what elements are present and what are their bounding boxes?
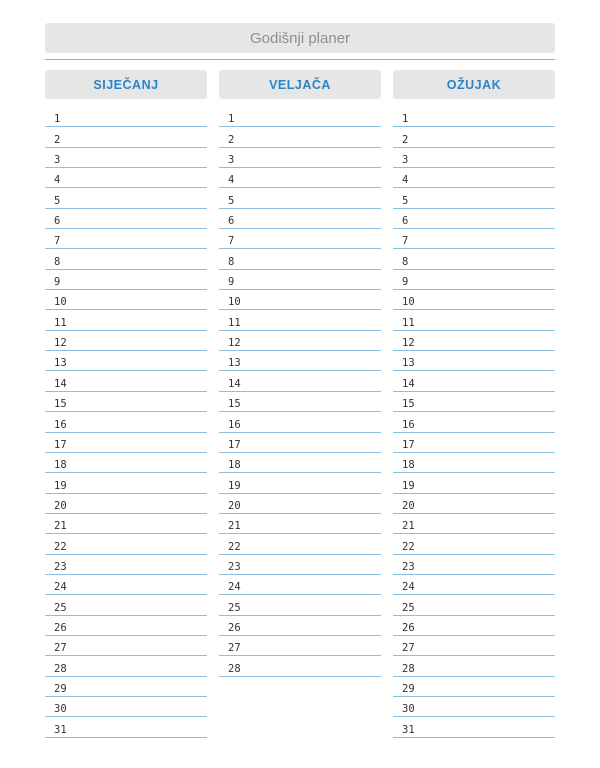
- day-number: 21: [402, 520, 415, 533]
- day-row[interactable]: [393, 677, 555, 697]
- day-row[interactable]: [393, 148, 555, 168]
- day-number: 9: [54, 276, 61, 289]
- day-row[interactable]: [45, 148, 207, 168]
- day-row[interactable]: [219, 534, 381, 554]
- day-row[interactable]: [219, 433, 381, 453]
- day-row[interactable]: [219, 331, 381, 351]
- day-row[interactable]: [45, 656, 207, 676]
- day-number: 16: [402, 418, 415, 431]
- day-row[interactable]: [393, 371, 555, 391]
- day-row[interactable]: [45, 351, 207, 371]
- day-number: 22: [54, 540, 67, 553]
- day-row[interactable]: [393, 188, 555, 208]
- day-number: 11: [228, 316, 241, 329]
- day-number: 15: [54, 398, 67, 411]
- day-row[interactable]: [45, 717, 207, 737]
- day-number: 23: [402, 560, 415, 573]
- day-number: 23: [54, 560, 67, 573]
- day-number: 7: [402, 235, 409, 248]
- day-number: 16: [228, 418, 241, 431]
- day-number: 12: [54, 337, 67, 350]
- day-number: 2: [228, 133, 235, 146]
- day-row[interactable]: [219, 616, 381, 636]
- day-row[interactable]: [219, 636, 381, 656]
- day-row[interactable]: [219, 453, 381, 473]
- day-number: 21: [54, 520, 67, 533]
- day-number: 19: [54, 479, 67, 492]
- day-list: [393, 107, 555, 738]
- day-row[interactable]: [393, 290, 555, 310]
- day-number: 13: [54, 357, 67, 370]
- day-row[interactable]: [393, 310, 555, 330]
- day-number: 28: [228, 662, 241, 675]
- day-row[interactable]: [45, 392, 207, 412]
- day-row[interactable]: [393, 412, 555, 432]
- day-row[interactable]: [393, 392, 555, 412]
- day-number: 17: [402, 438, 415, 451]
- day-row[interactable]: [45, 229, 207, 249]
- day-number: 5: [402, 194, 409, 207]
- day-row[interactable]: [393, 656, 555, 676]
- day-number: 2: [402, 133, 409, 146]
- day-number: 10: [54, 296, 67, 309]
- day-number: 8: [54, 255, 61, 268]
- day-number: 15: [228, 398, 241, 411]
- day-row[interactable]: [393, 433, 555, 453]
- day-row[interactable]: [45, 494, 207, 514]
- day-number: 17: [228, 438, 241, 451]
- day-number: 16: [54, 418, 67, 431]
- day-row[interactable]: [219, 188, 381, 208]
- day-row[interactable]: [45, 188, 207, 208]
- day-row[interactable]: [45, 107, 207, 127]
- day-row[interactable]: [393, 595, 555, 615]
- day-row[interactable]: [45, 127, 207, 147]
- day-row[interactable]: [45, 310, 207, 330]
- day-number: 26: [54, 621, 67, 634]
- day-number: 6: [228, 215, 235, 228]
- day-row[interactable]: [45, 209, 207, 229]
- day-row[interactable]: [219, 473, 381, 493]
- day-number: 14: [402, 377, 415, 390]
- day-number: 23: [228, 560, 241, 573]
- day-row[interactable]: [45, 555, 207, 575]
- day-number: 1: [54, 113, 61, 126]
- day-number: 28: [54, 662, 67, 675]
- day-row[interactable]: [219, 209, 381, 229]
- day-row[interactable]: [45, 575, 207, 595]
- day-number: 26: [228, 621, 241, 634]
- day-number: 6: [402, 215, 409, 228]
- day-row[interactable]: [219, 148, 381, 168]
- day-row[interactable]: [45, 168, 207, 188]
- day-row[interactable]: [393, 514, 555, 534]
- day-row[interactable]: [393, 270, 555, 290]
- day-row[interactable]: [219, 107, 381, 127]
- day-number: 4: [402, 174, 409, 187]
- day-number: 4: [54, 174, 61, 187]
- day-number: 3: [228, 154, 235, 167]
- day-row[interactable]: [219, 127, 381, 147]
- day-row[interactable]: [45, 514, 207, 534]
- day-number: 30: [402, 703, 415, 716]
- day-number: 22: [228, 540, 241, 553]
- day-row[interactable]: [219, 494, 381, 514]
- page-title: Godišnji planer: [45, 23, 555, 53]
- day-row[interactable]: [219, 575, 381, 595]
- day-number: 29: [54, 682, 67, 695]
- day-number: 1: [228, 113, 235, 126]
- day-list: [219, 107, 381, 677]
- day-row[interactable]: [393, 575, 555, 595]
- day-row[interactable]: [219, 555, 381, 575]
- day-row[interactable]: [393, 229, 555, 249]
- day-row[interactable]: [393, 209, 555, 229]
- day-number: 22: [402, 540, 415, 553]
- day-row[interactable]: [45, 371, 207, 391]
- day-number: 11: [54, 316, 67, 329]
- month-header: OŽUJAK: [393, 70, 555, 99]
- day-number: 5: [54, 194, 61, 207]
- day-number: 24: [54, 581, 67, 594]
- day-number: 3: [402, 154, 409, 167]
- day-row[interactable]: [219, 656, 381, 676]
- day-row[interactable]: [219, 310, 381, 330]
- day-number: 20: [402, 499, 415, 512]
- day-row[interactable]: [45, 249, 207, 269]
- day-number: 29: [402, 682, 415, 695]
- day-number: 28: [402, 662, 415, 675]
- day-row[interactable]: [45, 595, 207, 615]
- day-row[interactable]: [45, 677, 207, 697]
- day-row[interactable]: [393, 351, 555, 371]
- day-row[interactable]: [45, 697, 207, 717]
- day-row[interactable]: [45, 636, 207, 656]
- day-row[interactable]: [219, 371, 381, 391]
- day-number: 9: [402, 276, 409, 289]
- day-row[interactable]: [393, 331, 555, 351]
- day-row[interactable]: [219, 392, 381, 412]
- day-number: 7: [228, 235, 235, 248]
- month-column-3: [393, 70, 555, 738]
- day-number: 14: [228, 377, 241, 390]
- day-number: 31: [54, 723, 67, 736]
- day-number: 4: [228, 174, 235, 187]
- day-number: 1: [402, 113, 409, 126]
- day-row[interactable]: [45, 473, 207, 493]
- day-number: 2: [54, 133, 61, 146]
- day-row[interactable]: [393, 717, 555, 737]
- day-number: 13: [402, 357, 415, 370]
- day-row[interactable]: [45, 270, 207, 290]
- day-row[interactable]: [393, 107, 555, 127]
- day-row[interactable]: [393, 636, 555, 656]
- month-header: VELJAČA: [219, 70, 381, 99]
- day-number: 11: [402, 316, 415, 329]
- day-number: 5: [228, 194, 235, 207]
- day-row[interactable]: [393, 494, 555, 514]
- day-number: 12: [228, 337, 241, 350]
- day-number: 19: [402, 479, 415, 492]
- day-number: 19: [228, 479, 241, 492]
- day-number: 27: [54, 642, 67, 655]
- day-number: 8: [402, 255, 409, 268]
- day-number: 8: [228, 255, 235, 268]
- day-number: 10: [402, 296, 415, 309]
- day-row[interactable]: [45, 412, 207, 432]
- day-number: 18: [402, 459, 415, 472]
- day-row[interactable]: [393, 249, 555, 269]
- day-number: 24: [402, 581, 415, 594]
- day-row[interactable]: [219, 270, 381, 290]
- month-column-1: [45, 70, 207, 738]
- day-row[interactable]: [45, 453, 207, 473]
- day-number: 12: [402, 337, 415, 350]
- day-row[interactable]: [219, 514, 381, 534]
- day-row[interactable]: [219, 290, 381, 310]
- day-number: 18: [228, 459, 241, 472]
- day-row[interactable]: [393, 473, 555, 493]
- day-row[interactable]: [219, 351, 381, 371]
- day-row[interactable]: [219, 595, 381, 615]
- day-number: 6: [54, 215, 61, 228]
- day-number: 10: [228, 296, 241, 309]
- day-number: 30: [54, 703, 67, 716]
- day-row[interactable]: [393, 534, 555, 554]
- day-number: 20: [228, 499, 241, 512]
- day-number: 17: [54, 438, 67, 451]
- day-row[interactable]: [393, 616, 555, 636]
- day-row[interactable]: [219, 249, 381, 269]
- day-number: 9: [228, 276, 235, 289]
- day-row[interactable]: [393, 127, 555, 147]
- day-row[interactable]: [45, 534, 207, 554]
- month-column-2: [219, 70, 381, 677]
- day-number: 26: [402, 621, 415, 634]
- day-row[interactable]: [45, 290, 207, 310]
- month-header: SIJEČANJ: [45, 70, 207, 99]
- day-row[interactable]: [393, 168, 555, 188]
- day-number: 13: [228, 357, 241, 370]
- day-number: 31: [402, 723, 415, 736]
- day-number: 3: [54, 154, 61, 167]
- day-number: 27: [228, 642, 241, 655]
- day-number: 18: [54, 459, 67, 472]
- day-row[interactable]: [393, 453, 555, 473]
- day-number: 7: [54, 235, 61, 248]
- day-row[interactable]: [45, 616, 207, 636]
- day-number: 14: [54, 377, 67, 390]
- day-number: 24: [228, 581, 241, 594]
- day-row[interactable]: [219, 229, 381, 249]
- day-row[interactable]: [45, 433, 207, 453]
- day-number: 25: [228, 601, 241, 614]
- day-row[interactable]: [219, 412, 381, 432]
- title-divider: [45, 59, 555, 60]
- day-number: 27: [402, 642, 415, 655]
- day-number: 21: [228, 520, 241, 533]
- day-number: 25: [402, 601, 415, 614]
- day-number: 15: [402, 398, 415, 411]
- day-row[interactable]: [45, 331, 207, 351]
- day-list: [45, 107, 207, 738]
- day-row[interactable]: [393, 555, 555, 575]
- day-number: 25: [54, 601, 67, 614]
- day-row[interactable]: [219, 168, 381, 188]
- day-number: 20: [54, 499, 67, 512]
- day-row[interactable]: [393, 697, 555, 717]
